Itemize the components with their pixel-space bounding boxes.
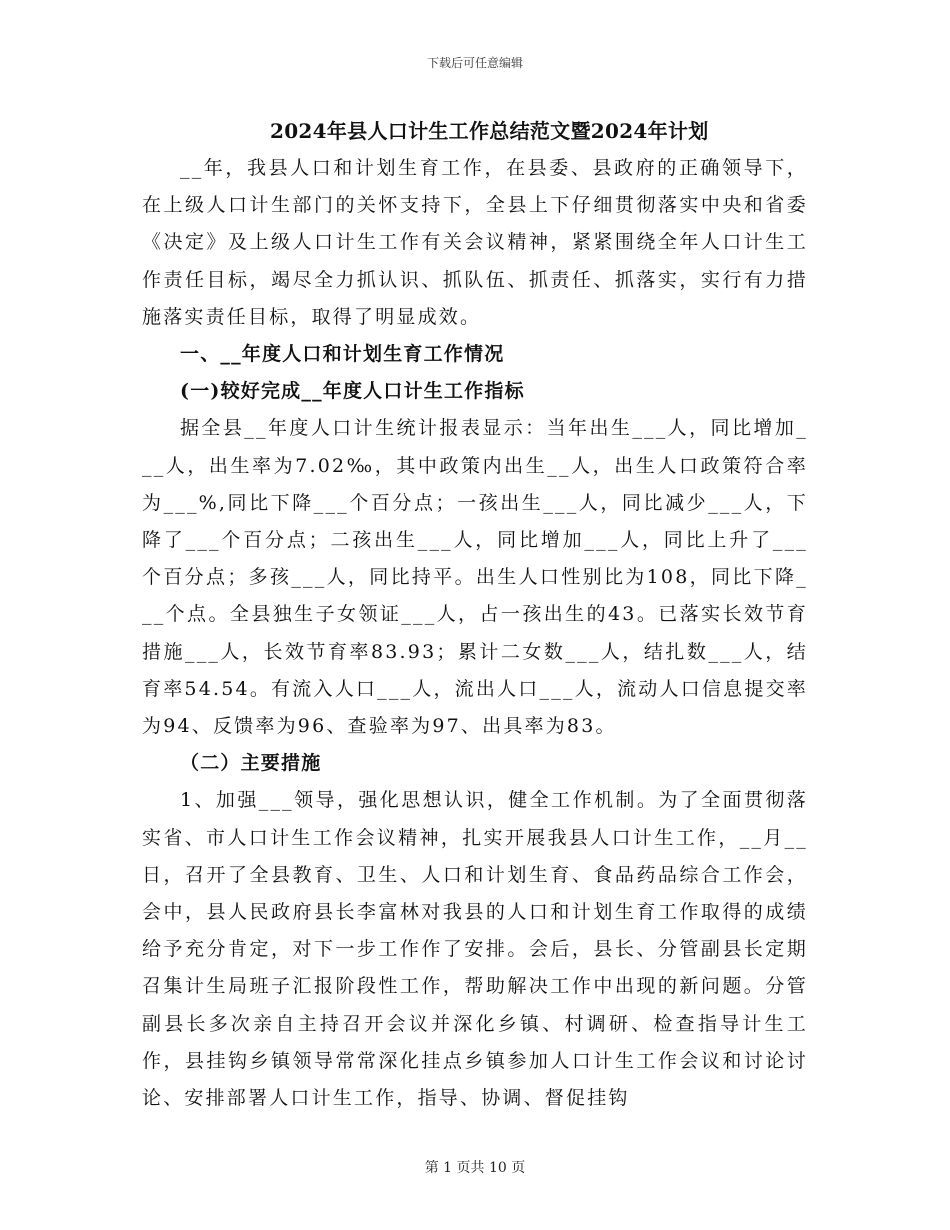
document-body (142, 112, 808, 1117)
document-title: 2024年县人口计生工作总结范文暨2024年计划 (270, 119, 709, 143)
measures-paragraph: 1、加强___领导，强化思想认识，健全工作机制。为了全面贯彻落实省、市人口计生工作会议精神，扎实开展我县人口计生工作，__月__日，召开了全县教育、卫生、人口和计划生育、食品药品综合工作会，会中，县人民政府县长李富林对我县的人口和计划生育工作取得的成绩给予充分肯定，对下一步工作作了安排。会后，县长、分管副县长定期召集计生局班子汇报阶段性工作，帮助解决工作中出现的新问题。分管副县长多次亲自主持召开会议并深化乡镇、村调研、检查指导计生工作，县挂钩乡镇领导常常深化挂点乡镇参加人口计生工作会议和讨论讨论、安排部署人口计生工作，指导、协调、督促挂钩 (142, 789, 808, 1110)
intro-paragraph: __年，我县人口和计划生育工作，在县委、县政府的正确领导下，在上级人口计生部门的关怀支持下，全县上下仔细贯彻落实中央和省委《决定》及上级人口计生工作有关会议精神，紧紧围绕全年人口计生工作责任目标，竭尽全力抓认识、抓队伍、抓责任、抓落实，实行有力措施落实责任目标，取得了明显成效。 (142, 157, 808, 328)
subsection-heading-2: （二）主要措施 (180, 752, 322, 775)
section-heading-1: 一、__年度人口和计划生育工作情况 (180, 343, 505, 366)
statistics-paragraph: 据全县__年度人口计生统计报表显示：当年出生___人，同比增加___人，出生率为7.02‰，其中政策内出生__人，出生人口政策符合率为___%,同比下降___个百分点；一孩出生___人，同比减少___人，下降了___个百分点；二孩出生___人，同比增加___人，同比上升了___个百分点；多孩___人，同比持平。出生人口性别比为108，同比下降___个点。全县独生子女领证___人，占一孩出生的43。已落实长效节育措施___人，长效节育率83.93；累计二女数___人，结扎数___人，结育率54.54。有流入人口___人，流出人口___人，流动人口信息提交率为94、反馈率为96、查验率为97、出具率为83。 (142, 417, 808, 738)
page-number-footer: 第 1 页共 10 页 (424, 1160, 526, 1176)
page-header-note: 下载后可任意编辑 (426, 56, 523, 70)
subsection-heading-1: (一)较好完成__年度人口计生工作指标 (180, 380, 525, 403)
